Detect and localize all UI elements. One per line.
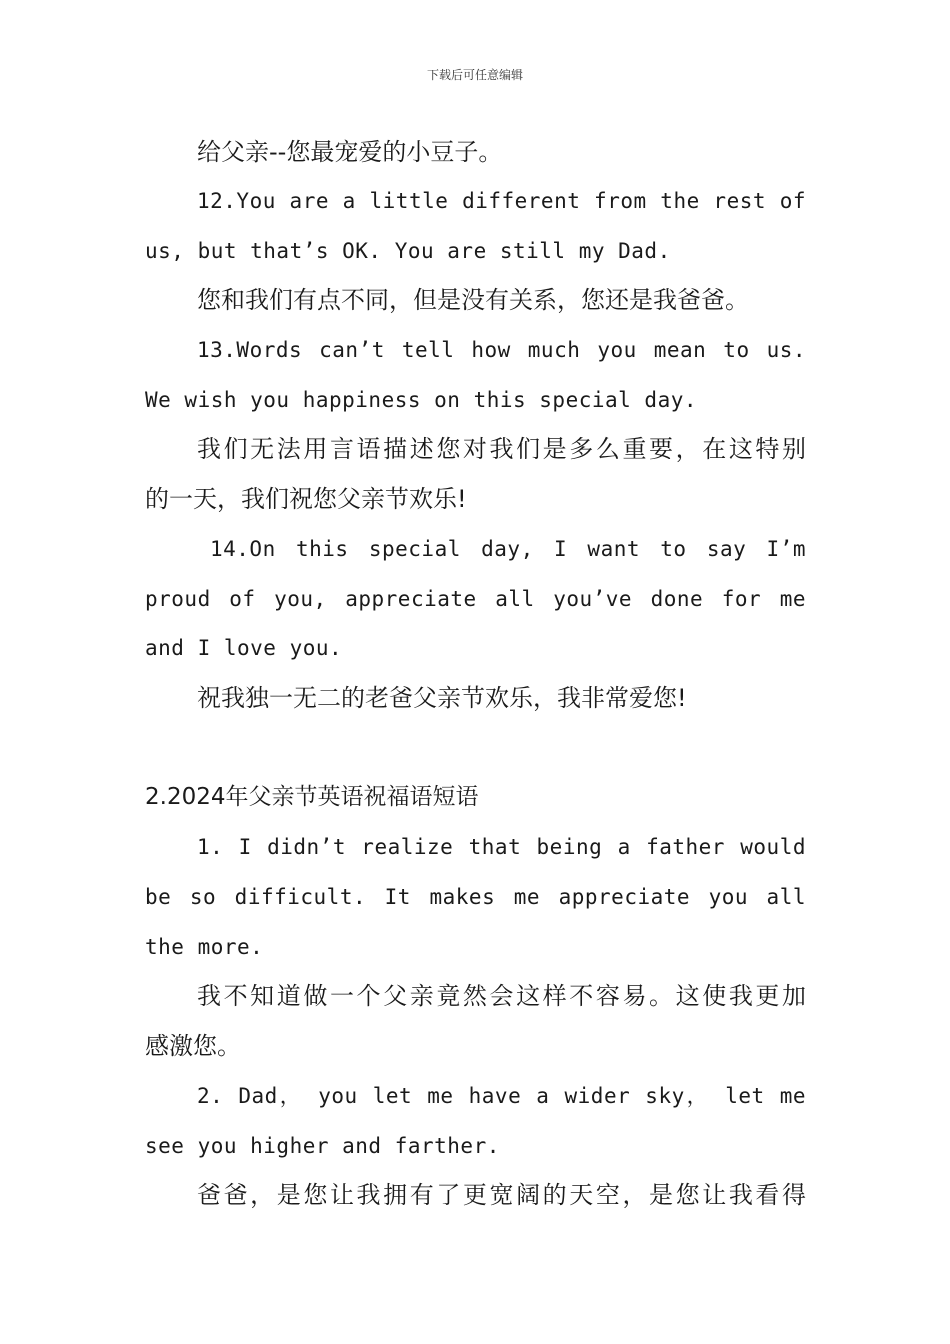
text-line: 2. Dad， you let me have a wider sky， let me: [197, 1084, 806, 1108]
text-line: and I love you.: [145, 636, 343, 660]
text-line: 14.On this special day, I want to say I’m: [210, 537, 806, 561]
text-line: 您和我们有点不同，但是没有关系，您还是我爸爸。: [197, 286, 749, 314]
text-line: 感激您。: [145, 1032, 241, 1060]
text-line: 12.You are a little different from the rest of: [197, 189, 806, 213]
text-line: us, but that’s OK. You are still my Dad.: [145, 239, 671, 263]
page-header: 下载后可任意编辑: [426, 68, 523, 82]
text-line: see you higher and farther.: [145, 1134, 500, 1158]
text-line: 我不知道做一个父亲竟然会这样不容易。这使我更加: [197, 982, 806, 1010]
text-line: 给父亲--您最宠爱的小豆子。: [197, 138, 503, 166]
text-line: We wish you happiness on this special day.: [145, 388, 698, 412]
text-line: 13.Words can’t tell how much you mean to us.: [197, 338, 806, 362]
text-line: 我们无法用言语描述您对我们是多么重要，在这特别: [197, 435, 806, 463]
text-line: be so difficult. It makes me appreciate you all: [145, 885, 806, 909]
text-line: 祝我独一无二的老爸父亲节欢乐，我非常爱您!: [197, 684, 687, 712]
section-heading: 2.2024年父亲节英语祝福语短语: [145, 784, 479, 810]
text-line: proud of you, appreciate all you’ve done for me: [145, 587, 806, 611]
text-line: the more.: [145, 935, 264, 959]
text-line: 爸爸，是您让我拥有了更宽阔的天空，是您让我看得: [197, 1181, 806, 1209]
text-line: 1. I didn’t realize that being a father would: [197, 835, 806, 859]
text-line: 的一天，我们祝您父亲节欢乐!: [145, 485, 467, 513]
